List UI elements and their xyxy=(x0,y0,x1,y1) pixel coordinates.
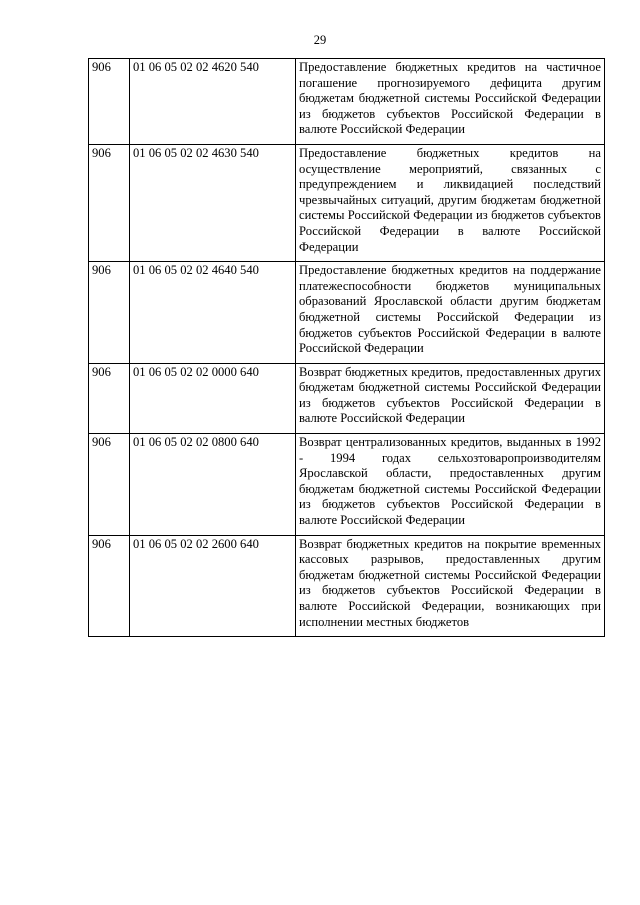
table-row xyxy=(89,535,605,637)
admin-code-cell: 906 xyxy=(89,535,130,637)
admin-code-cell: 906 xyxy=(89,144,130,261)
budget-classification-table xyxy=(88,58,605,637)
admin-code-cell: 906 xyxy=(89,262,130,364)
description-cell: Предоставление бюджетных кредитов на поддержание платежеспособности бюджетов муниципальных образований Ярославской области другим бюджетам бюджетной системы Российской Федерации из бюджетов субъектов Российской Федерации в валюте Российской Федерации xyxy=(296,262,605,364)
description-cell: Предоставление бюджетных кредитов на частичное погашение прогнозируемого дефицита другим бюджетам бюджетной системы Российской Федерации из бюджетов субъектов Российской Федерации в валюте Российской Федерации xyxy=(296,59,605,145)
table-row xyxy=(89,262,605,364)
classification-code-cell: 01 06 05 02 02 4620 540 xyxy=(130,59,296,145)
page-number: 29 xyxy=(313,33,327,47)
description-cell: Предоставление бюджетных кредитов на осуществление мероприятий, связанных с предупреждением и ликвидацией последствий чрезвычайных ситуаций, другим бюджетам бюджетной системы Российской Федерации из бюджетов субъектов Российской Федерации в валюте Российской Федерации xyxy=(296,144,605,261)
table-row xyxy=(89,363,605,433)
table-row xyxy=(89,59,605,145)
table-row xyxy=(89,144,605,261)
classification-code-cell: 01 06 05 02 02 4640 540 xyxy=(130,262,296,364)
admin-code-cell: 906 xyxy=(89,434,130,536)
table-row xyxy=(89,434,605,536)
classification-code-cell: 01 06 05 02 02 4630 540 xyxy=(130,144,296,261)
description-cell: Возврат бюджетных кредитов, предоставленных других бюджетам бюджетной системы Российской Федерации из бюджетов субъектов Российской Федерации в валюте Российской Федерации xyxy=(296,363,605,433)
classification-code-cell: 01 06 05 02 02 0000 640 xyxy=(130,363,296,433)
admin-code-cell: 906 xyxy=(89,363,130,433)
description-cell: Возврат централизованных кредитов, выданных в 1992 - 1994 годах сельхозтоваропроизводителям Ярославской области, предоставленных другим бюджетам бюджетной системы Российской Федерации из бюджетов субъектов Российской Федерации в валюте Российской Федерации xyxy=(296,434,605,536)
description-cell: Возврат бюджетных кредитов на покрытие временных кассовых разрывов, предоставленных другим бюджетам бюджетной системы Российской Федерации из бюджетов субъектов Российской Федерации в валюте Российской Федерации, возникающих при исполнении местных бюджетов xyxy=(296,535,605,637)
classification-code-cell: 01 06 05 02 02 2600 640 xyxy=(130,535,296,637)
admin-code-cell: 906 xyxy=(89,59,130,145)
classification-code-cell: 01 06 05 02 02 0800 640 xyxy=(130,434,296,536)
